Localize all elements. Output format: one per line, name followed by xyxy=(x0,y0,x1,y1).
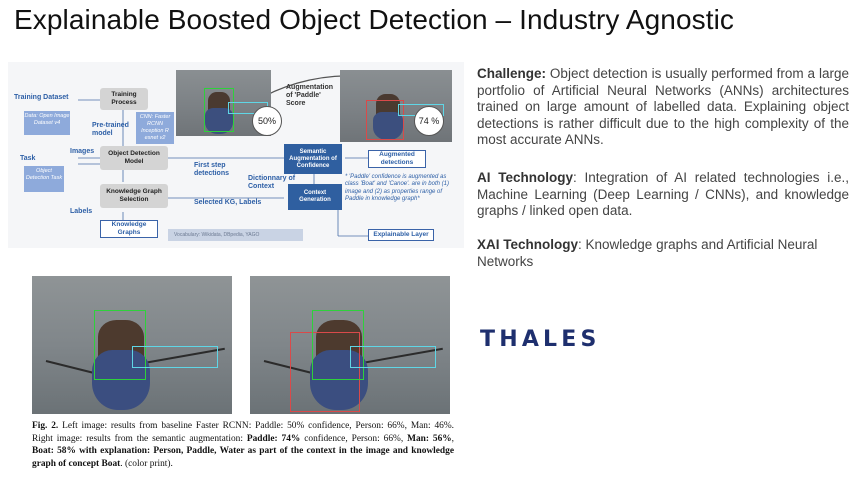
selected-kg-label: Selected KG, Labels xyxy=(194,199,262,206)
xai-technology-text: : Knowledge graphs and Artificial Neural Networks xyxy=(477,237,818,269)
xai-technology-paragraph xyxy=(477,237,849,270)
paddle-note: * 'Paddle' confidence is augmented as class 'Boat' and 'Canoe'. are in both (1) image and (2) as properties range of Paddle in knowledge graph* xyxy=(345,174,449,203)
dictionary-label: Dictionnary of Context xyxy=(248,175,296,190)
knowledge-graphs-box: Knowledge Graphs xyxy=(100,220,158,238)
labels-label: Labels xyxy=(70,208,93,215)
first-step-label: First step detections xyxy=(194,162,230,177)
data-source-box: Data: Open Image Dataset v4 xyxy=(24,111,70,135)
page-title: Explainable Boosted Object Detection – Industry Agnostic xyxy=(14,4,735,35)
object-detection-model-box: Object Detection Model xyxy=(100,146,168,170)
pretrained-model-label: Pre-trained model xyxy=(92,122,129,137)
object-detection-task-box: Object Detection Task xyxy=(24,166,64,192)
augmented-result-image xyxy=(250,276,450,414)
caption-text-d: Man: 56% xyxy=(407,433,452,444)
knowledge-graph-selection-box: Knowledge Graph Selection xyxy=(100,184,168,208)
pipeline-diagram xyxy=(8,62,464,248)
ai-technology-label: AI Technology xyxy=(477,170,573,185)
task-label: Task xyxy=(20,155,36,162)
explainable-layer-box: Explainable Layer xyxy=(368,229,434,241)
challenge-paragraph xyxy=(477,66,849,149)
baseline-result-image xyxy=(32,276,232,414)
vocabulary-bar: Vocabulary: Wikidata, DBpedia, YAGO xyxy=(168,229,303,241)
figure-caption xyxy=(32,420,454,470)
training-process-box: Training Process xyxy=(100,88,148,110)
caption-label: Fig. 2. xyxy=(32,421,59,431)
cnn-box: CNN: Faster RCNN Inception R esnet v2 xyxy=(136,112,174,144)
images-label: Images xyxy=(70,148,95,155)
augmented-detections-box: Augmented detections xyxy=(368,150,426,168)
ai-technology-paragraph xyxy=(477,170,849,220)
caption-text-g: . (color print). xyxy=(120,458,173,469)
score-before-badge: 50% xyxy=(252,106,282,136)
caption-text-e: , xyxy=(451,433,454,444)
caption-text-f: Boat: 58% with explanation: Person, Paddle, Water as part of the context in the image and knowledge graph of concept Boat xyxy=(32,446,454,469)
context-generation-box: Context Generation xyxy=(288,184,342,210)
figure-2 xyxy=(24,268,460,483)
xai-technology-label: XAI Technology xyxy=(477,237,579,252)
semantic-augmentation-box: Semantic Augmentation of Confidence xyxy=(284,144,342,174)
augmentation-score-label: Augmentation of 'Paddle' Score xyxy=(286,84,334,107)
caption-text-c: confidence, Person: 66%, xyxy=(300,433,408,444)
score-after-badge: 74 % xyxy=(414,106,444,136)
training-dataset-label: Training Dataset xyxy=(14,94,69,101)
challenge-text: Object detection is usually performed from a large portfolio of Artificial Neural Networks (ANNs) architectures trained on large amount of labelled data. Explaining object detections is rather difficult due to the high complexity of the most accurate ANNs. xyxy=(477,66,849,147)
thales-logo: THALES xyxy=(480,327,601,352)
caption-text-a: Left image: results from baseline Faster RCNN: Paddle: 50% confidence, Person: 66%, Man: 46%. Right image: results from the semantic augmentation: xyxy=(32,421,454,444)
challenge-label: Challenge: xyxy=(477,66,547,81)
caption-text-b: Paddle: 74% xyxy=(246,433,301,444)
ai-technology-text: : Integration of AI related technologies i.e., Machine Learning (Deep Learning / CNNs), and knowledge graphs / linked open data. xyxy=(477,170,849,218)
